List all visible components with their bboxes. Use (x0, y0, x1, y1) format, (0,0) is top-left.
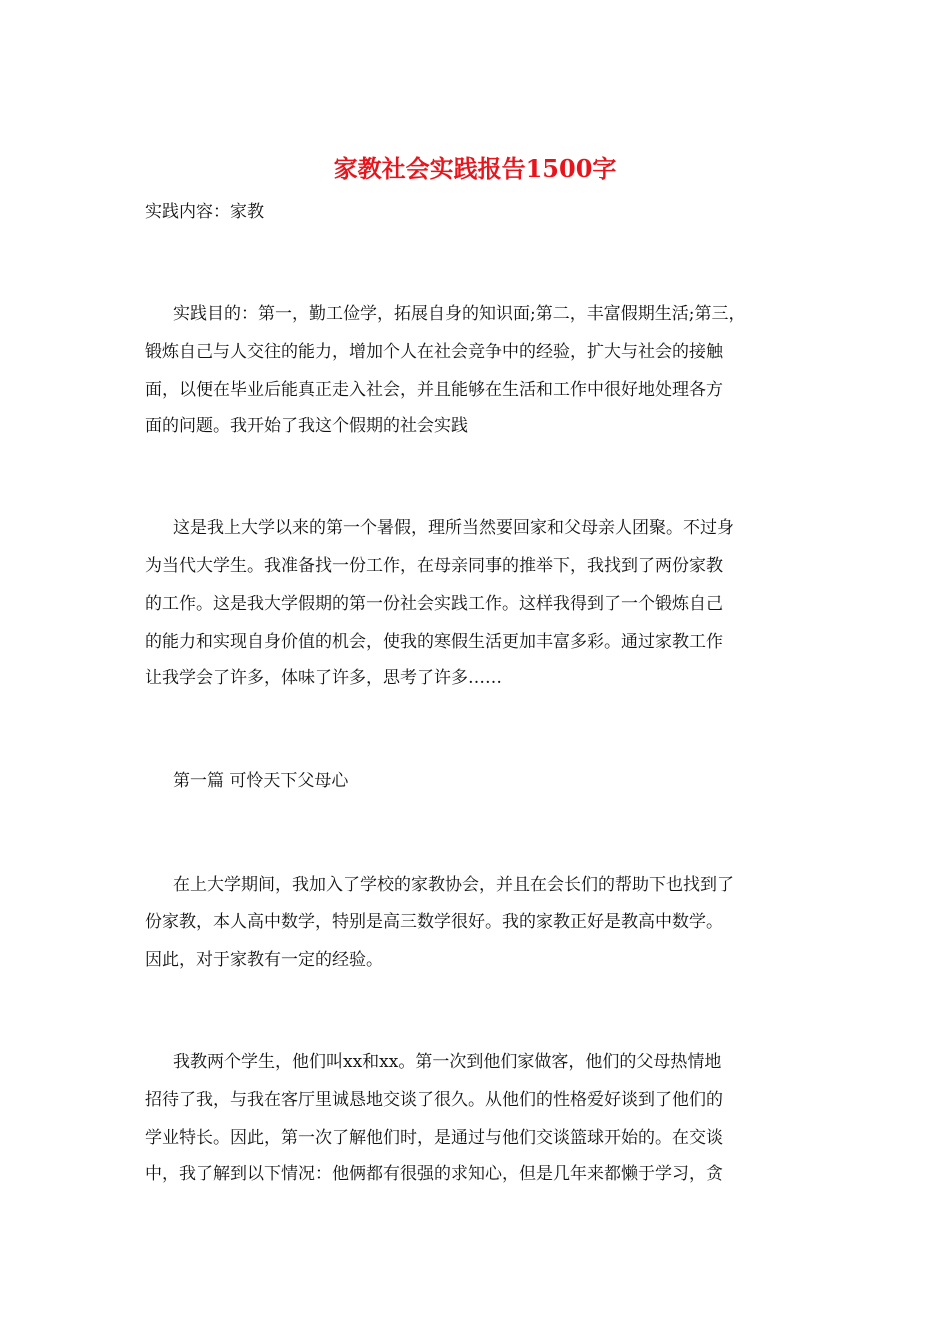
paragraph-3-line-3: 因此，对于家教有一定的经验。 (145, 950, 383, 970)
paragraph-1-line-2: 锻炼自己与人交往的能力，增加个人在社会竞争中的经验，扩大与社会的接触 (145, 342, 723, 362)
paragraph-3-line-1: 在上大学期间，我加入了学校的家教协会，并且在会长们的帮助下也找到了 (173, 875, 734, 895)
paragraph-2-line-4: 的能力和实现自身价值的机会，使我的寒假生活更加丰富多彩。通过家教工作 (145, 632, 723, 652)
paragraph-1-line-1: 实践目的：第一，勤工俭学，拓展自身的知识面;第二，丰富假期生活;第三， (173, 304, 746, 324)
paragraph-2-line-2: 为当代大学生。我准备找一份工作，在母亲同事的推举下，我找到了两份家教 (145, 556, 723, 576)
section-heading: 第一篇 可怜天下父母心 (173, 771, 349, 791)
paragraph-1-line-3: 面，以便在毕业后能真正走入社会，并且能够在生活和工作中很好地处理各方 (145, 380, 723, 400)
paragraph-4-line-3: 学业特长。因此，第一次了解他们时，是通过与他们交谈篮球开始的。在交谈 (145, 1128, 723, 1148)
content-line: 实践内容：家教 (145, 202, 264, 222)
paragraph-3-line-2: 份家教，本人高中数学，特别是高三数学很好。我的家教正好是教高中数学。 (145, 912, 723, 932)
paragraph-4-line-4: 中，我了解到以下情况：他俩都有很强的求知心，但是几年来都懒于学习，贪 (145, 1164, 723, 1184)
paragraph-2-line-1: 这是我上大学以来的第一个暑假，理所当然要回家和父母亲人团聚。不过身 (173, 518, 734, 538)
paragraph-4-line-2: 招待了我，与我在客厅里诚恳地交谈了很久。从他们的性格爱好谈到了他们的 (145, 1090, 723, 1110)
document-title: 家教社会实践报告1500字 (333, 154, 617, 183)
paragraph-2-line-5: 让我学会了许多，体味了许多，思考了许多…… (145, 668, 502, 688)
paragraph-4-line-1: 我教两个学生，他们叫xx和xx。第一次到他们家做客，他们的父母热情地 (173, 1052, 722, 1072)
paragraph-1-line-4: 面的问题。我开始了我这个假期的社会实践 (145, 416, 468, 436)
paragraph-2-line-3: 的工作。这是我大学假期的第一份社会实践工作。这样我得到了一个锻炼自己 (145, 594, 723, 614)
